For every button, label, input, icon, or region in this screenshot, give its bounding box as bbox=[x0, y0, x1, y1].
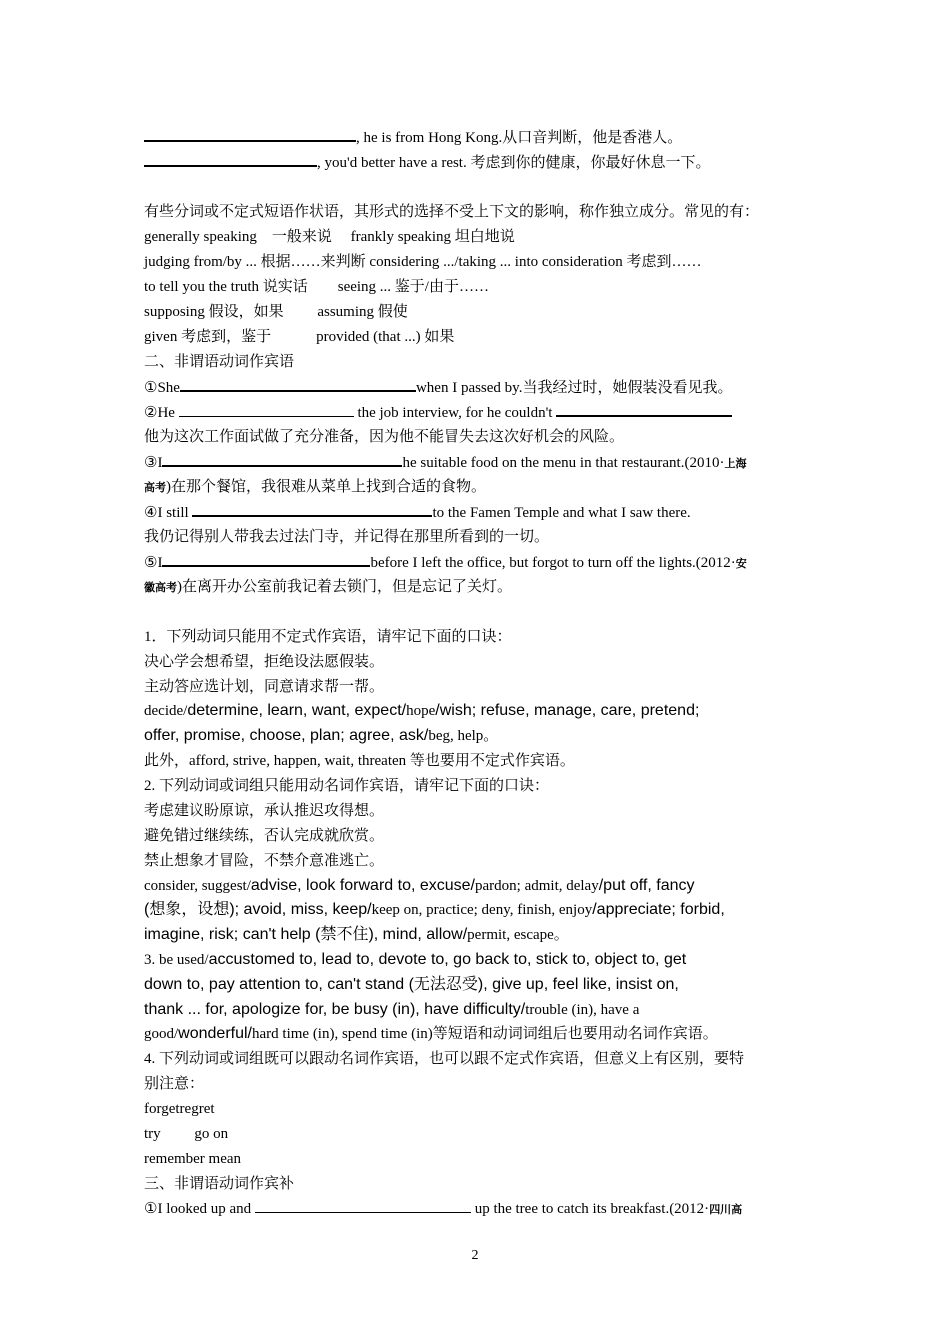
intro-text: 有些分词或不定式短语作状语，其形式的选择不受上下文的影响，称作独立成分。常见的有： bbox=[144, 204, 760, 220]
note-3-cont: thank ... for, apologize for, be busy (in), have difficulty/trouble (in), have a bbox=[144, 1001, 640, 1018]
exercise-5: ⑤I before I left the office, but forgot to turn off the lights.(2012·安 bbox=[144, 552, 809, 574]
note-3-cont: good/wonderful/hard time (in), spend time (in)等短语和动词词组后也要用动名词作宾语。 bbox=[144, 1025, 718, 1042]
answer-blank[interactable] bbox=[144, 152, 317, 167]
exercise-4: ④I still to the Famen Temple and what I saw there. bbox=[144, 502, 809, 523]
verb-pair: forgetregret bbox=[144, 1101, 215, 1117]
mnemonic-line: 主动答应选计划，同意请求帮一帮。 bbox=[144, 679, 385, 695]
page-number: 2 bbox=[471, 1248, 479, 1263]
exercise-4-translation: 我仍记得别人带我去过法门寺，并记得在那里所看到的一切。 bbox=[144, 529, 550, 545]
verb-pair: try go on bbox=[144, 1126, 229, 1142]
phrase-line: judging from/by ... 根据……来判断 considering .../taking ... into consideration 考虑到…… bbox=[144, 254, 702, 270]
note-text: 此外，afford, strive, happen, wait, threaten 等也要用不定式作宾语。 bbox=[144, 753, 575, 769]
sentence-health: , you'd better have a rest. 考虑到你的健康，你最好休息一下。 bbox=[144, 152, 809, 173]
note-3: 3. be used/accustomed to, lead to, devote to, go back to, stick to, object to, get bbox=[144, 951, 687, 968]
exercise-1: ①She when I passed by.当我经过时，她假装没看见我。 bbox=[144, 377, 809, 398]
answer-blank[interactable] bbox=[162, 552, 370, 567]
note-1-heading: 1．下列动词只能用不定式作宾语，请牢记下面的口诀： bbox=[144, 629, 512, 645]
exercise-2-translation: 他为这次工作面试做了充分准备，因为他不能冒失去这次好机会的风险。 bbox=[144, 429, 625, 445]
exercise-6: ①I looked up and up the tree to catch its breakfast.(2012·四川高 bbox=[144, 1201, 743, 1217]
note-4-cont: 别注意： bbox=[144, 1076, 205, 1092]
verb-list: consider, suggest/advise, look forward to, excuse/pardon; admit, delay/put off, fancy bbox=[144, 877, 695, 894]
answer-blank[interactable] bbox=[255, 1199, 471, 1213]
answer-blank[interactable] bbox=[556, 402, 732, 417]
section-heading: 二、非谓语动词作宾语 bbox=[144, 354, 295, 370]
phrase-line: generally speaking 一般来说 frankly speaking 坦白地说 bbox=[144, 229, 515, 245]
phrase-line: supposing 假设，如果 assuming 假使 bbox=[144, 304, 408, 320]
phrase-line: given 考虑到，鉴于 provided (that ...) 如果 bbox=[144, 329, 455, 345]
answer-blank[interactable] bbox=[180, 377, 416, 392]
verb-list: (想象，设想); avoid, miss, keep/keep on, practice; deny, finish, enjoy/appreciate; forbid, bbox=[144, 901, 725, 918]
mnemonic-line: 禁止想象才冒险，不禁介意准逃亡。 bbox=[144, 853, 385, 869]
note-4-heading: 4. 下列动词或词组既可以跟动名词作宾语，也可以跟不定式作宾语，但意义上有区别，要特 bbox=[144, 1051, 745, 1067]
exercise-5-translation: 徽高考)在离开办公室前我记着去锁门，但是忘记了关灯。 bbox=[144, 579, 512, 595]
verb-list: imagine, risk; can't help (禁不住), mind, allow/permit, escape。 bbox=[144, 926, 569, 943]
note-3-cont: down to, pay attention to, can't stand (无法忍受), give up, feel like, insist on, bbox=[144, 976, 679, 993]
verb-list: decide/determine, learn, want, expect/hope/wish; refuse, manage, care, pretend; bbox=[144, 702, 700, 719]
exercise-2: ②He the job interview, for he couldn't bbox=[144, 402, 809, 423]
note-2-heading: 2. 下列动词或词组只能用动名词作宾语，请牢记下面的口诀： bbox=[144, 778, 550, 794]
answer-blank[interactable] bbox=[179, 403, 354, 417]
answer-blank[interactable] bbox=[144, 127, 356, 142]
phrase-line: to tell you the truth 说实话 seeing ... 鉴于/由于…… bbox=[144, 279, 489, 295]
exercise-3-translation: 高考)在那个餐馆，我很难从菜单上找到合适的食物。 bbox=[144, 479, 486, 495]
exercise-3: ③I he suitable food on the menu in that restaurant.(2010·上海 bbox=[144, 452, 809, 474]
section-heading: 三、非谓语动词作宾补 bbox=[144, 1176, 295, 1192]
sentence-accent: , he is from Hong Kong.从口音判断，他是香港人。 bbox=[144, 127, 809, 148]
verb-list: offer, promise, choose, plan; agree, ask/beg, help。 bbox=[144, 727, 499, 744]
mnemonic-line: 避免错过继续练，否认完成就欣赏。 bbox=[144, 828, 385, 844]
mnemonic-line: 考虑建议盼原谅，承认推迟攻得想。 bbox=[144, 803, 385, 819]
answer-blank[interactable] bbox=[192, 502, 432, 517]
verb-pair: remember mean bbox=[144, 1151, 242, 1167]
mnemonic-line: 决心学会想希望，拒绝设法愿假装。 bbox=[144, 654, 385, 670]
answer-blank[interactable] bbox=[162, 452, 402, 467]
